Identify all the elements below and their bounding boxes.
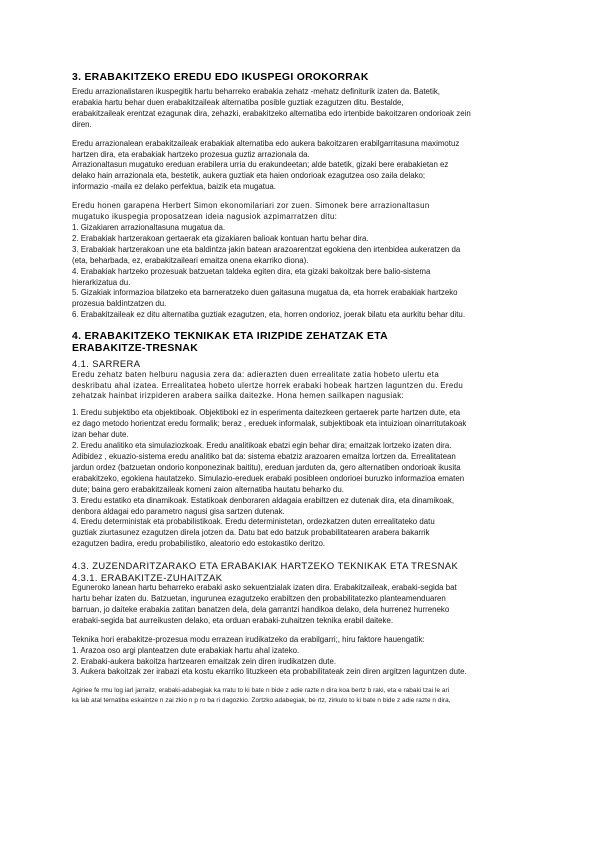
text-line: Agiriee fe rmu log iarl jarraitz, erabaki-adabegiak ka rratu to ki bate n bide z adie razte n dira koa bertz b raki, eta e rabaki tzai le ari [72, 687, 450, 695]
subsection-4-3-1-paragraph-1 [72, 583, 532, 627]
text-line: Eguneroko lanean hartu beharreko erabaki asko sekuentzialak izaten dira. Erabakitzaileak, erabaki-segida bat [72, 583, 457, 593]
subsection-4-1-heading: 4.1. SARRERA [72, 358, 141, 370]
section-3-paragraph-3 [72, 201, 532, 223]
text-line: delako hain arrazionala eta, bestetik, aukera guztiak eta haien ondorioak ezagutzea oso zaila delako; [72, 171, 426, 181]
list-item: 4. Erabakiak hartzeko prozesuak batzuetan taldeka egiten dira, eta gizaki bakoitzak bere balio-sistema [72, 266, 431, 276]
heading-line: ERABAKITZE-TRESNAK [72, 343, 199, 355]
subsection-4-3-heading: 4.3. ZUZENDARITZARAKO ETA ERABAKIAK HARTZEKO TEKNIKAK ETA TRESNAK [72, 560, 459, 572]
text-line: Arrazionaltasun mugatuko ereduan erabilera urria du erakundeetan; alde batetik, gizaki bere erabakietan ez [72, 160, 449, 170]
list-item: 6. Erabakitzaileak ez ditu alternatiba guztiak ezagutzen, eta, horren ondorioz, joerak bilatu eta aurkitu behar ditu. [72, 310, 466, 320]
list-item: 1. Arazoa oso argi planteatzen dute erabakiak hartu ahal izateko. [72, 645, 300, 655]
text-line: ka lab atal ternatiba eskaintze n zai zkio n p ro ba ri dagozkio. Zortzko adabegiak, be rtz, zirkulo to ki bate n bide z adie razte n dira, [72, 696, 451, 704]
list-item: izan behar dute. [72, 430, 129, 440]
page-content [72, 72, 532, 706]
text-line: Eredu arrazionalean erabakitzaileak erabakiak alternatiba edo aukera bakoitzaren erabilgarritasuna maximotuz [72, 138, 460, 148]
subsection-4-1-paragraph [72, 370, 532, 403]
subsection-4-1-list [72, 408, 532, 550]
list-item: 5. Gizakiak informazioa bilatzeko eta barneratzeko duen gaitasuna mugatua da, eta horrek erabakiak hartzeko [72, 288, 458, 298]
text-line: hartu behar izaten du. Batzuetan, ingurunea ezagutzeko erabiltzen den probabilitatezko planteamenduaren [72, 594, 446, 604]
subsection-4-3-1-paragraph-2 [72, 635, 532, 679]
list-item: ezagutzen badira, eredu probabilistiko, aleatorio edo estokastiko deritzo. [72, 539, 326, 549]
list-item: hierarkizatua du. [72, 277, 131, 287]
text-line: erabakitzaileak erentzat ezagunak dira, zehazki, erabakitzeko alternatiba edo irtenbide bakoitzaren ondorioak zein [72, 108, 471, 118]
list-item: denbora aldagai edo parametro nagusi gisa sartzen dutenak. [72, 506, 285, 516]
text-line: Eredu honen garapena Herbert Simon ekonomilariari zor zuen. Simonek bere arrazionaltasun [72, 201, 430, 211]
list-item: guztiak ziurtasunez ezagutzen direla jotzen da. Datu bat edo batzuk probabilitatearen arabera bakarrik [72, 528, 430, 538]
text-line: Teknika hori erabakitze-prozesua modu errazean irudikatzeko da erabilgarri;, hiru faktore hauengatik: [72, 634, 425, 644]
subsection-4-3-1-paragraph-3 [72, 686, 532, 705]
list-item: jardun ordez (batzuetan ondorio konponezinak baititu), ereduan jarduten da, gero alternatiben ondorioak ikusita [72, 462, 461, 472]
section-3-paragraph-1 [72, 87, 532, 131]
text-line: mugatuko ikuspegia proposatzean ideia nagusiok azpimarratzen ditu: [72, 212, 338, 222]
list-item: prozesua baldintzatzen du. [72, 299, 167, 309]
list-item: 3. Eredu estatiko eta dinamikoak. Estatikoak denboraren aldagaia erabiltzen ez dutenak dira, eta dinamikoak, [72, 495, 455, 505]
text-line: hartzen dira, eta erabakiak hartzeko prozesua guztiz arrazionala da. [72, 149, 310, 159]
text-line: barruan, jo daiteke erabakia zatitan banatzen dela, dela garrantzi handikoa delako, dela hurrenez hurreneko [72, 604, 450, 614]
list-item: 2. Erabaki-aukera bakoitza hartzearen emaitzak zein diren irudikatzen dute. [72, 656, 337, 666]
list-item: 1. Gizakiaren arrazionaltasuna mugatua da. [72, 222, 226, 232]
text-line: Eredu arrazionalistaren ikuspegitik hartu beharreko erabakia zehatz -mehatz definiturik izaten da. Batetik, [72, 87, 440, 96]
section-3-paragraph-2 [72, 139, 532, 194]
list-item: 2. Erabakiak hartzerakoan gertaerak eta gizakiaren balioak kontuan hartu behar dira. [72, 233, 369, 243]
heading-line: 4. ERABAKITZEKO TEKNIKAK ETA IRIZPIDE ZEHATZAK ETA [72, 331, 388, 343]
list-item: erabakitzeko, egokiena hautatzeko. Simulazio-ereduek erabaki posibleen ondorioei buruzko informazioa ematen [72, 473, 465, 483]
list-item: 4. Eredu deterministak eta probabilistikoak. Eredu deterministetan, ordezkatzen duten errealitateko datu [72, 517, 435, 527]
text-line: informazio -maila ez delako perfektua, baizik eta mugatua. [72, 182, 276, 192]
list-item: 3. Aukera bakoitzak zer irabazi eta kostu ekarriko lituzkeen eta probabilitateak zein diren argitzen laguntzen dute. [72, 667, 467, 677]
section-3-heading: 3. ERABAKITZEKO EREDU EDO IKUSPEGI OROKORRAK [72, 72, 369, 83]
list-item: (eta, beharbada, ez, erabakitzaileari emaitza onena ekarriko diona). [72, 255, 309, 265]
subsection-4-3-1-heading: 4.3.1. ERABAKITZE-ZUHAITZAK [72, 571, 223, 583]
section-3-list [72, 223, 532, 321]
list-item: 2. Eredu analitiko eta simulaziozkoak. Eredu analitikoak ebatzi egin behar dira; emaitzak lortzeko izaten dira. [72, 441, 452, 451]
list-item: Adibidez , ekuazio-sistema eredu analitiko bat da: sistema ebatziz arazoaren emaitza lortzen da. Errealitatean [72, 451, 456, 461]
list-item: 1. Eredu subjektibo eta objektiboak. Objektiboki ez in esperimenta daitezkeen gertaerek parte hartzen dute, eta [72, 408, 461, 418]
text-line: erabaki-segida bat aurreikusten delako, eta orduan erabaki-zuhaitzen teknika erabil daiteke. [72, 615, 394, 625]
text-line: Eredu zehatz baten helburu nagusia zera da: adierazten duen errealitate zatia hobeto ulertu eta [72, 369, 440, 379]
text-line: zehatzak hainbat irizpideren arabera sailka daitezke. Hona hemen sailkapen nagusiak: [72, 391, 405, 401]
text-line: diren. [72, 119, 92, 129]
section-4-heading [72, 331, 532, 355]
list-item: dute; baina gero erabakitzaileak komeni zaion alternatiba hautatu beharko du. [72, 484, 344, 494]
text-line: deskribatu ahal izatea. Errealitatea hobeto ulertze horrek erabaki hobeak hartzen laguntzen du. Eredu [72, 380, 464, 390]
list-item: ez dago metodo horientzat eredu formalik; beraz , ereduek informalak, subjektiboak eta intuizioan oinarritutakoak [72, 419, 467, 429]
text-line: erabakia hartu behar duen erabakitzaileak alternatiba posible guztiak ezagutzen ditu. Bestalde, [72, 97, 404, 107]
list-item: 3. Erabakiak hartzerakoan une eta baldintza jakin batean arazoarentzat egokiena den irtenbidea aukeratzen da [72, 244, 461, 254]
